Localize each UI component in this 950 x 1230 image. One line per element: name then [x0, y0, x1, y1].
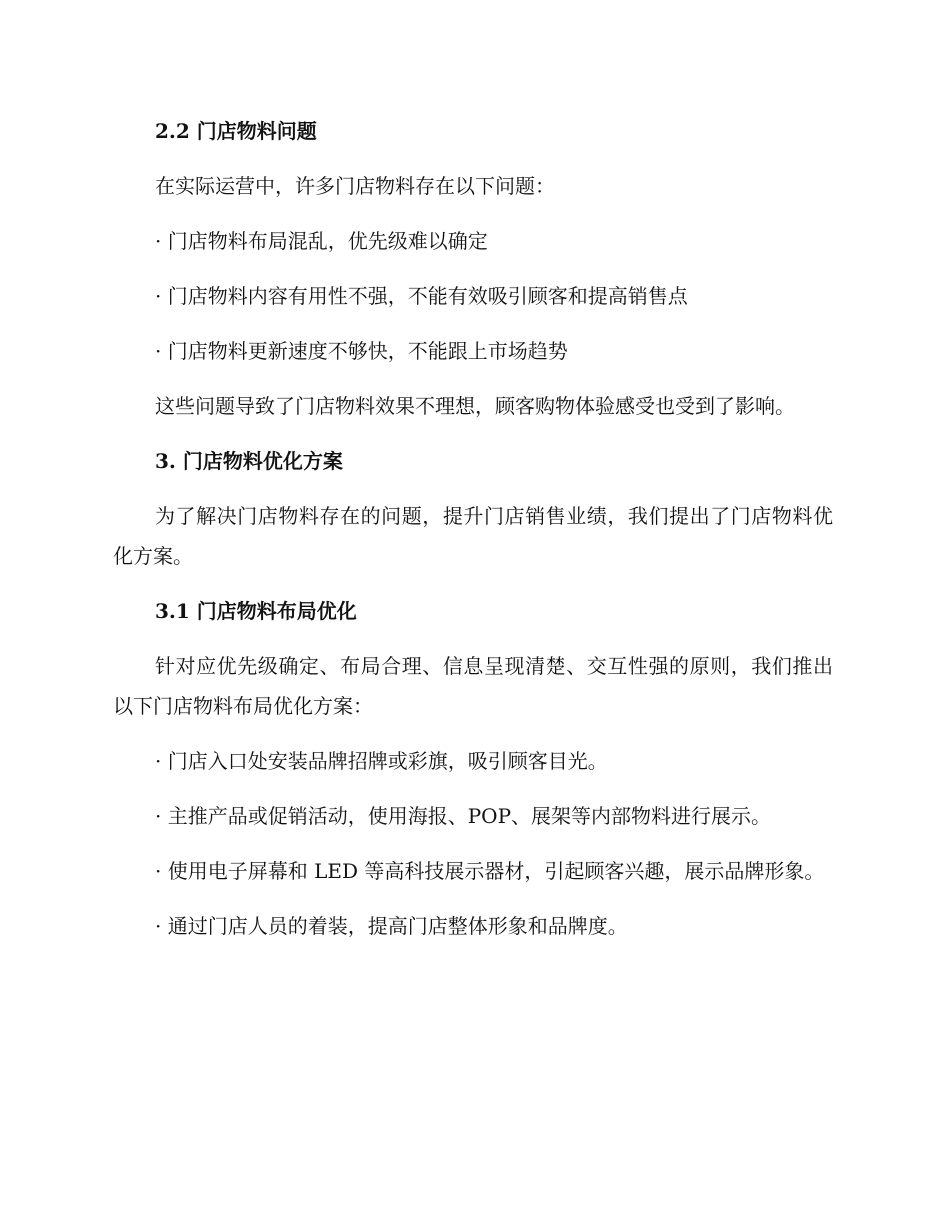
- section-2-2-conclusion: 这些问题导致了门店物料效果不理想，顾客购物体验感受也受到了影响。: [155, 394, 795, 418]
- section-3-heading: 3. 门店物料优化方案: [155, 449, 343, 473]
- section-3-1-bullet-1: · 门店入口处安装品牌招牌或彩旗，吸引顾客目光。: [155, 749, 608, 773]
- section-3-1-intro: 针对应优先级确定、布局合理、信息呈现清楚、交互性强的原则，我们推出以下门店物料布局优化方案：: [113, 654, 833, 718]
- section-2-2-bullet-3: · 门店物料更新速度不够快，不能跟上市场趋势: [155, 339, 568, 363]
- section-2-2-bullet-1: · 门店物料布局混乱，优先级难以确定: [155, 229, 488, 253]
- section-3-intro: 为了解决门店物料存在的问题，提升门店销售业绩，我们提出了门店物料优化方案。: [113, 504, 833, 568]
- section-2-2-bullet-2: · 门店物料内容有用性不强，不能有效吸引顾客和提高销售点: [155, 284, 688, 308]
- section-2-2-intro: 在实际运营中，许多门店物料存在以下问题：: [155, 174, 555, 198]
- document-body: [113, 111, 833, 961]
- section-3-1-bullet-2: · 主推产品或促销活动，使用海报、POP、展架等内部物料进行展示。: [155, 804, 772, 828]
- section-3-1-bullet-4: · 通过门店人员的着装，提高门店整体形象和品牌度。: [155, 914, 628, 938]
- section-3-1-bullet-3: · 使用电子屏幕和 LED 等高科技展示器材，引起顾客兴趣，展示品牌形象。: [155, 859, 825, 883]
- section-3-1-heading: 3.1 门店物料布局优化: [155, 599, 357, 623]
- section-2-2-heading: 2.2 门店物料问题: [155, 119, 317, 143]
